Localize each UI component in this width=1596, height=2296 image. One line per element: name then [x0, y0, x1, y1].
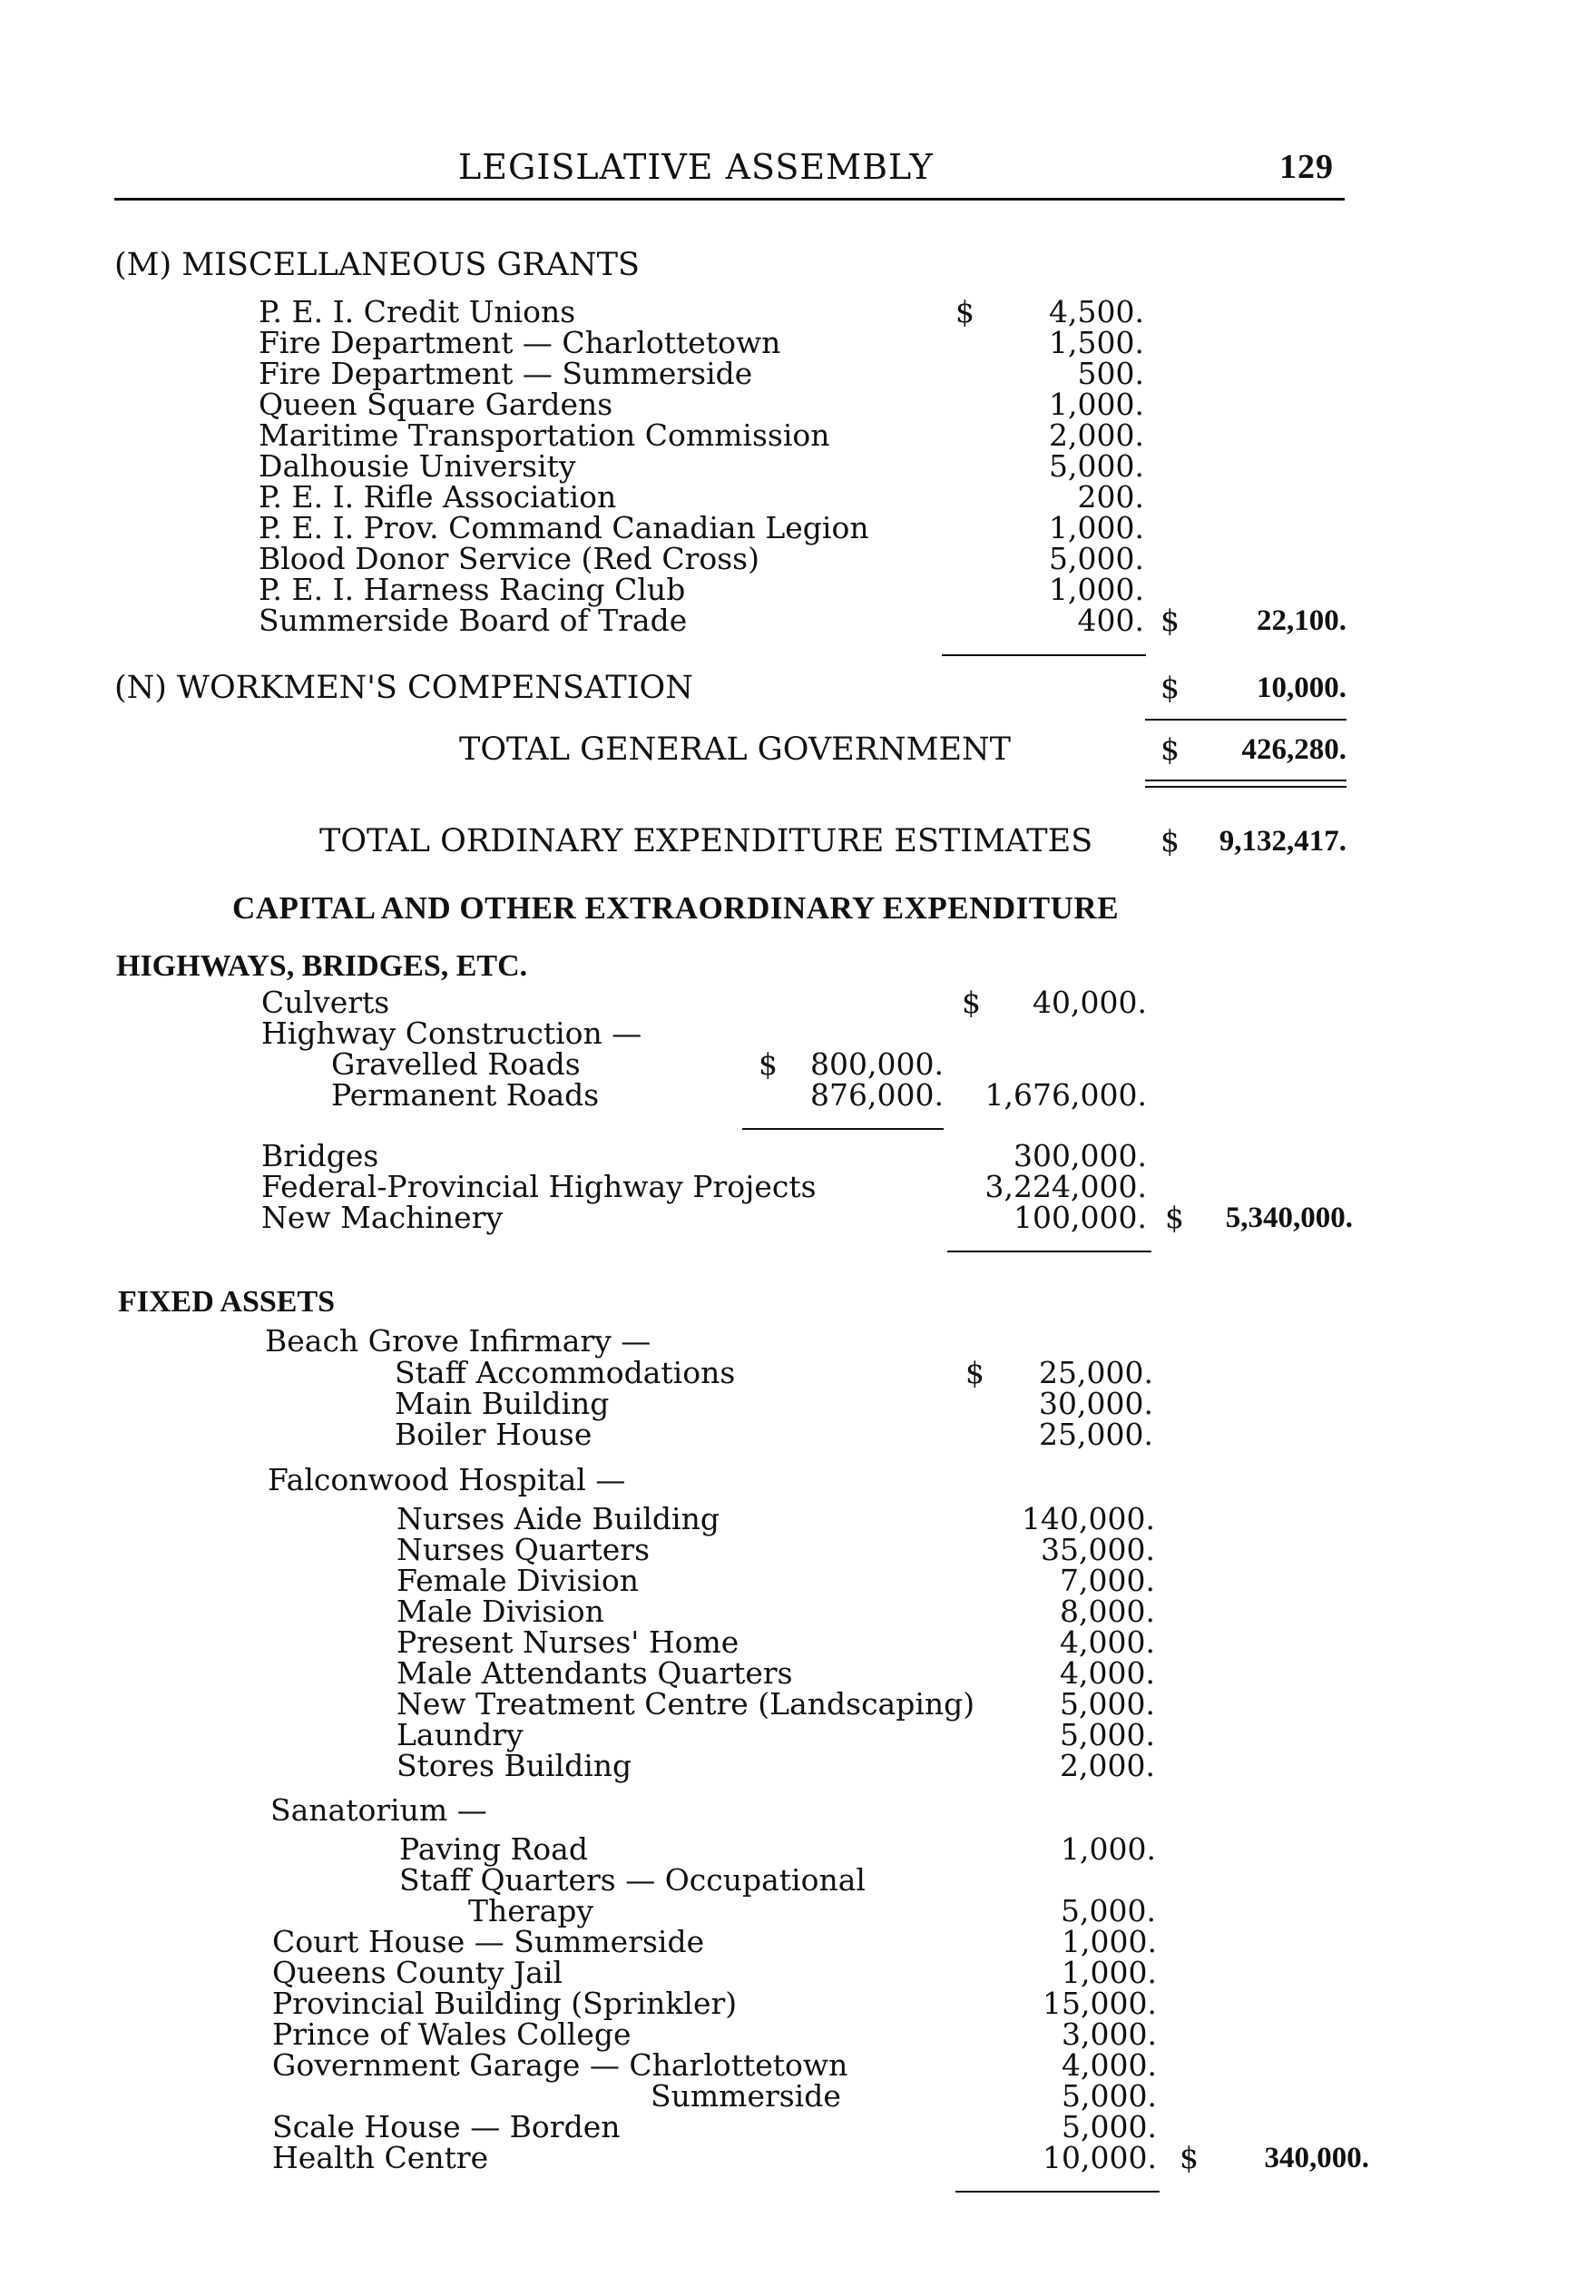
fixed-item-amount: 8,000. — [1060, 1594, 1155, 1629]
machinery-label: New Machinery — [261, 1200, 504, 1235]
misc-heading: (M) MISCELLANEOUS GRANTS — [114, 247, 641, 283]
total-general-amount: 426,280. — [1241, 733, 1346, 766]
fixed-item-label: Prince of Wales College — [272, 2016, 632, 2052]
misc-item-amount: 5,000. — [1049, 541, 1144, 576]
fixed-item-amount: 25,000. — [1039, 1355, 1153, 1390]
paving-amount: 1,000. — [1061, 1831, 1156, 1867]
fixed-item-amount: 5,000. — [1060, 1686, 1155, 1722]
beach-grove-label: Beach Grove Infirmary — — [265, 1323, 651, 1359]
fixed-item-label: Nurses Quarters — [397, 1532, 651, 1567]
fixed-heading: FIXED ASSETS — [118, 1285, 336, 1319]
permanent-label: Permanent Roads — [331, 1077, 600, 1113]
beach-grove-dollar: $ — [965, 1355, 984, 1390]
culverts-amount: 40,000. — [1033, 985, 1147, 1020]
header-rule — [114, 198, 1345, 201]
fixed-item-amount: 1,000. — [1062, 1924, 1157, 1959]
total-ordinary-amount: 9,132,417. — [1219, 825, 1346, 858]
staff-quarters-amount: 5,000. — [1061, 1893, 1156, 1928]
fixed-item-label: Main Building — [395, 1386, 610, 1421]
fixed-item-label: Laundry — [397, 1717, 524, 1752]
permanent-amount: 876,000. — [810, 1077, 944, 1113]
fixed-item-amount: 1,000. — [1062, 1955, 1157, 1990]
misc-total: 22,100. — [1257, 604, 1346, 637]
double-rule-bottom — [1145, 786, 1346, 788]
workmens-heading: (N) WORKMEN'S COMPENSATION — [114, 670, 693, 706]
staff-quarters-label: Staff Quarters — Occupational — [399, 1862, 866, 1898]
sanatorium-label: Sanatorium — — [270, 1792, 487, 1828]
page-number: 129 — [1279, 148, 1334, 186]
construction-subtotal: 1,676,000. — [984, 1077, 1147, 1113]
fixed-item-label: Court House — Summerside — [272, 1924, 705, 1959]
workmens-total: 10,000. — [1257, 672, 1346, 704]
misc-item-amount: 400. — [1077, 603, 1144, 638]
capital-heading: CAPITAL AND OTHER EXTRAORDINARY EXPENDITURE — [232, 890, 1120, 926]
fixed-item-label: Scale House — Borden — [272, 2109, 621, 2144]
fixed-item-amount: 7,000. — [1060, 1563, 1155, 1598]
staff-quarters-label-cont: Therapy — [468, 1893, 594, 1928]
total-ordinary-dollar: $ — [1160, 823, 1180, 859]
fixed-item-amount: 2,000. — [1060, 1748, 1155, 1783]
misc-item-amount: 1,000. — [1049, 510, 1144, 545]
misc-item-amount: 4,500. — [1049, 294, 1144, 329]
fixed-item-amount: 3,000. — [1062, 2016, 1157, 2052]
total-general-dollar: $ — [1160, 731, 1180, 767]
fixed-item-amount: 4,000. — [1060, 1624, 1155, 1660]
highways-heading: HIGHWAYS, BRIDGES, ETC. — [116, 949, 528, 983]
paving-label: Paving Road — [399, 1831, 588, 1867]
fixed-item-label: Female Division — [397, 1563, 639, 1598]
gravelled-dollar: $ — [759, 1046, 778, 1082]
misc-item-amount: 1,000. — [1049, 387, 1144, 422]
fixed-item-amount: 15,000. — [1043, 1986, 1157, 2021]
falconwood-label: Falconwood Hospital — — [268, 1462, 626, 1497]
workmens-rule — [1145, 719, 1346, 721]
fixed-item-label: New Treatment Centre (Landscaping) — [397, 1686, 975, 1722]
misc-item-label: Fire Department — Summerside — [259, 356, 753, 391]
fixed-item-amount: 25,000. — [1039, 1417, 1153, 1452]
misc-item-amount: 1,000. — [1049, 572, 1144, 607]
page-header-title: LEGISLATIVE ASSEMBLY — [458, 147, 934, 187]
fixed-item-amount: 35,000. — [1041, 1532, 1155, 1567]
misc-item-label: Blood Donor Service (Red Cross) — [259, 541, 759, 576]
fixed-item-amount: 4,000. — [1062, 2047, 1157, 2083]
misc-item-label: P. E. I. Harness Racing Club — [259, 572, 686, 607]
misc-item-label: Dalhousie University — [259, 448, 576, 484]
misc-item-label: P. E. I. Rifle Association — [259, 479, 617, 515]
total-ordinary-label: TOTAL ORDINARY EXPENDITURE ESTIMATES — [319, 823, 1093, 859]
highways-total-dollar: $ — [1165, 1200, 1184, 1235]
fixed-item-label: Staff Accommodations — [395, 1355, 736, 1390]
misc-subtotal-rule — [942, 654, 1146, 656]
machinery-amount: 100,000. — [1013, 1200, 1147, 1235]
gravelled-amount: 800,000. — [810, 1046, 944, 1082]
fixed-item-label: Stores Building — [397, 1748, 632, 1783]
misc-item-amount: 500. — [1077, 356, 1144, 391]
misc-item-amount: 2,000. — [1049, 417, 1144, 453]
fixed-item-amount: 5,000. — [1060, 1717, 1155, 1752]
fixed-item-label: Summerside — [651, 2078, 841, 2114]
fixed-item-amount: 10,000. — [1043, 2140, 1157, 2175]
highways-rule — [947, 1251, 1151, 1252]
fixed-total-dollar: $ — [1180, 2140, 1199, 2175]
gravelled-label: Gravelled Roads — [331, 1046, 581, 1082]
fixed-item-label: Health Centre — [272, 2140, 489, 2175]
fixed-item-label: Nurses Aide Building — [397, 1501, 720, 1536]
fixed-item-amount: 140,000. — [1022, 1501, 1155, 1536]
construction-rule — [742, 1128, 944, 1130]
misc-item-amount: 1,500. — [1049, 325, 1144, 360]
total-general-label: TOTAL GENERAL GOVERNMENT — [459, 731, 1011, 768]
fixed-item-label: Provincial Building (Sprinkler) — [272, 1986, 738, 2021]
highways-total: 5,340,000. — [1225, 1202, 1353, 1234]
misc-item-amount: 5,000. — [1049, 448, 1144, 484]
misc-dollar: $ — [955, 294, 974, 329]
misc-total-dollar: $ — [1160, 603, 1180, 638]
culverts-label: Culverts — [261, 985, 390, 1020]
misc-item-label: Maritime Transportation Commission — [259, 417, 830, 453]
federal-amount: 3,224,000. — [984, 1169, 1147, 1204]
fixed-item-amount: 5,000. — [1062, 2078, 1157, 2114]
fixed-item-label: Queens County Jail — [272, 1955, 563, 1990]
fixed-item-label: Government Garage — Charlottetown — [272, 2047, 848, 2083]
fixed-item-label: Boiler House — [395, 1417, 592, 1452]
misc-item-label: P. E. I. Prov. Command Canadian Legion — [259, 510, 869, 545]
misc-item-label: P. E. I. Credit Unions — [259, 294, 576, 329]
fixed-total: 340,000. — [1264, 2142, 1369, 2174]
misc-item-label: Fire Department — Charlottetown — [259, 325, 781, 360]
culverts-dollar: $ — [962, 985, 981, 1020]
fixed-item-label: Male Division — [397, 1594, 604, 1629]
fixed-rule — [955, 2191, 1160, 2193]
double-rule-top — [1145, 780, 1346, 781]
fixed-item-amount: 5,000. — [1062, 2109, 1157, 2144]
workmens-dollar: $ — [1160, 670, 1180, 705]
fixed-item-label: Male Attendants Quarters — [397, 1655, 793, 1691]
fixed-item-amount: 4,000. — [1060, 1655, 1155, 1691]
bridges-amount: 300,000. — [1013, 1138, 1147, 1173]
highway-construction-label: Highway Construction — — [261, 1016, 642, 1051]
federal-label: Federal-Provincial Highway Projects — [261, 1169, 817, 1204]
bridges-label: Bridges — [261, 1138, 379, 1173]
misc-item-amount: 200. — [1077, 479, 1144, 515]
misc-item-label: Queen Square Gardens — [259, 387, 613, 422]
fixed-item-amount: 30,000. — [1039, 1386, 1153, 1421]
misc-item-label: Summerside Board of Trade — [259, 603, 688, 638]
fixed-item-label: Present Nurses' Home — [397, 1624, 739, 1660]
